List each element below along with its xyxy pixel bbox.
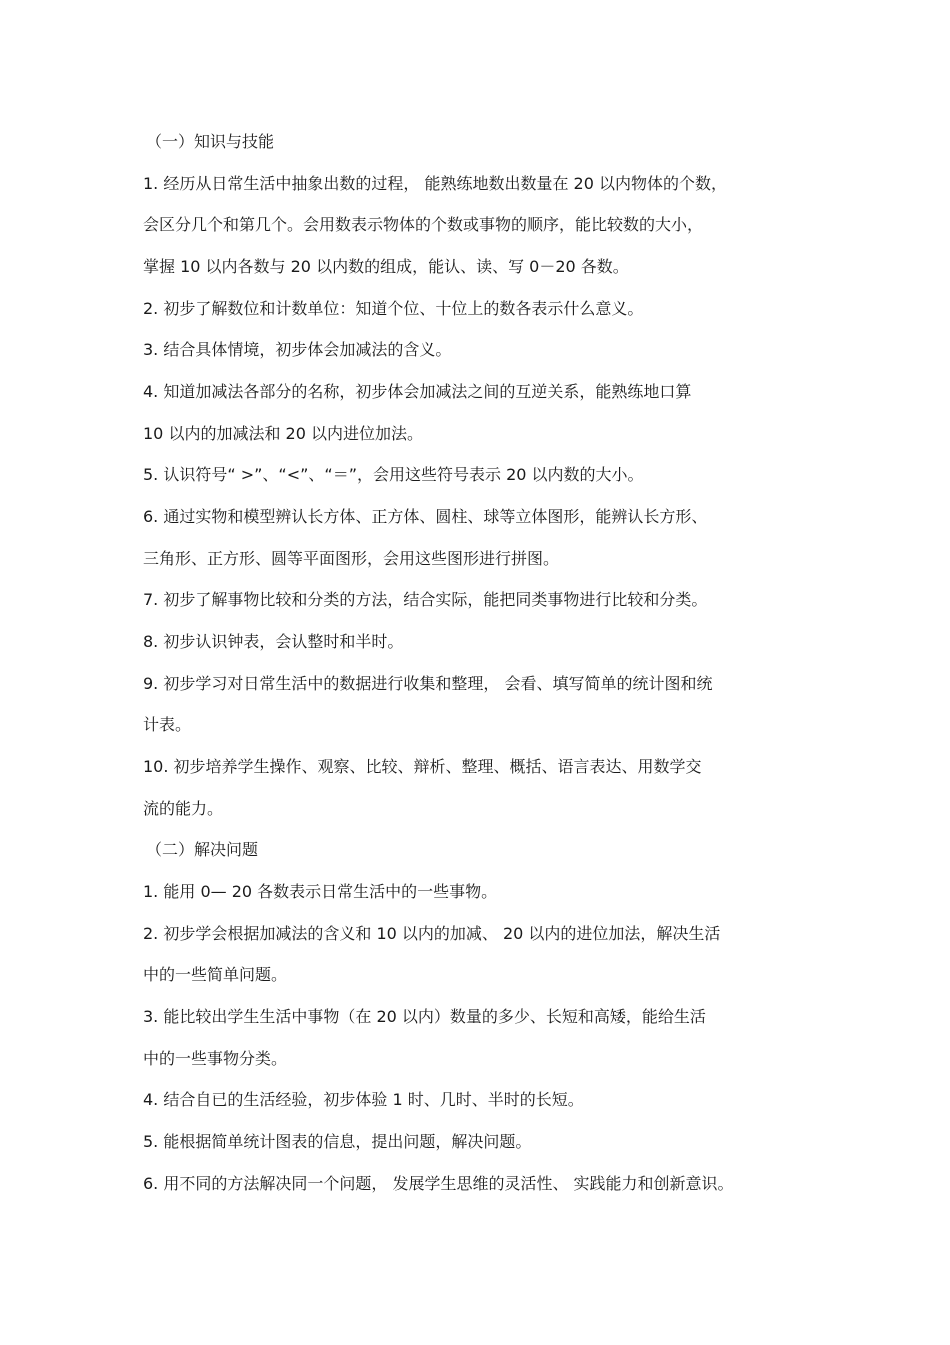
paragraph-line: 10. 初步培养学生操作、观察、比较、辩析、整理、概括、语言表达、用数学交 xyxy=(143,757,702,776)
paragraph-line: 掌握 10 以内各数与 20 以内数的组成，能认、读、写 0－20 各数。 xyxy=(143,257,629,276)
paragraph-line: 5. 能根据简单统计图表的信息，提出问题，解决问题。 xyxy=(143,1132,532,1151)
paragraph-line: 2. 初步学会根据加减法的含义和 10 以内的加减、 20 以内的进位加法，解决生活 xyxy=(143,924,721,943)
paragraph-line: 3. 结合具体情境，初步体会加减法的含义。 xyxy=(143,340,452,359)
paragraph-line: 会区分几个和第几个。会用数表示物体的个数或事物的顺序，能比较数的大小， xyxy=(143,215,704,234)
paragraph-line: 2. 初步了解数位和计数单位：知道个位、十位上的数各表示什么意义。 xyxy=(143,299,644,318)
paragraph-line: 1. 能用 0— 20 各数表示日常生活中的一些事物。 xyxy=(143,882,498,901)
paragraph-line: 5. 认识符号“ >”、“<”、“＝”，会用这些符号表示 20 以内数的大小。 xyxy=(143,465,644,484)
paragraph-line: 10 以内的加减法和 20 以内进位加法。 xyxy=(143,424,423,443)
paragraph-line: 4. 知道加减法各部分的名称，初步体会加减法之间的互逆关系，能熟练地口算 xyxy=(143,382,692,401)
paragraph-line: 3. 能比较出学生生活中事物（在 20 以内）数量的多少、长短和高矮，能给生活 xyxy=(143,1007,706,1026)
paragraph-line: 6. 通过实物和模型辨认长方体、正方体、圆柱、球等立体图形，能辨认长方形、 xyxy=(143,507,708,526)
paragraph-line: 三角形、正方形、圆等平面图形，会用这些图形进行拼图。 xyxy=(143,549,560,568)
paragraph-line: 9. 初步学习对日常生活中的数据进行收集和整理， 会看、填写简单的统计图和统 xyxy=(143,674,713,693)
paragraph-line: 4. 结合自已的生活经验，初步体验 1 时、几时、半时的长短。 xyxy=(143,1090,584,1109)
paragraph-line: 计表。 xyxy=(143,715,192,734)
paragraph-line: 流的能力。 xyxy=(143,799,224,818)
paragraph-line: 6. 用不同的方法解决同一个问题， 发展学生思维的灵活性、 实践能力和创新意识。 xyxy=(143,1174,734,1193)
paragraph-line: 中的一些简单问题。 xyxy=(143,965,288,984)
paragraph-line: 中的一些事物分类。 xyxy=(143,1049,288,1068)
paragraph-line: 8. 初步认识钟表，会认整时和半时。 xyxy=(143,632,404,651)
section-heading-knowledge-skills: （一）知识与技能 xyxy=(146,132,275,151)
paragraph-line: 7. 初步了解事物比较和分类的方法，结合实际，能把同类事物进行比较和分类。 xyxy=(143,590,708,609)
section-heading-problem-solving: （二）解决问题 xyxy=(146,840,259,859)
paragraph-line: 1. 经历从日常生活中抽象出数的过程， 能熟练地数出数量在 20 以内物体的个数， xyxy=(143,174,727,193)
